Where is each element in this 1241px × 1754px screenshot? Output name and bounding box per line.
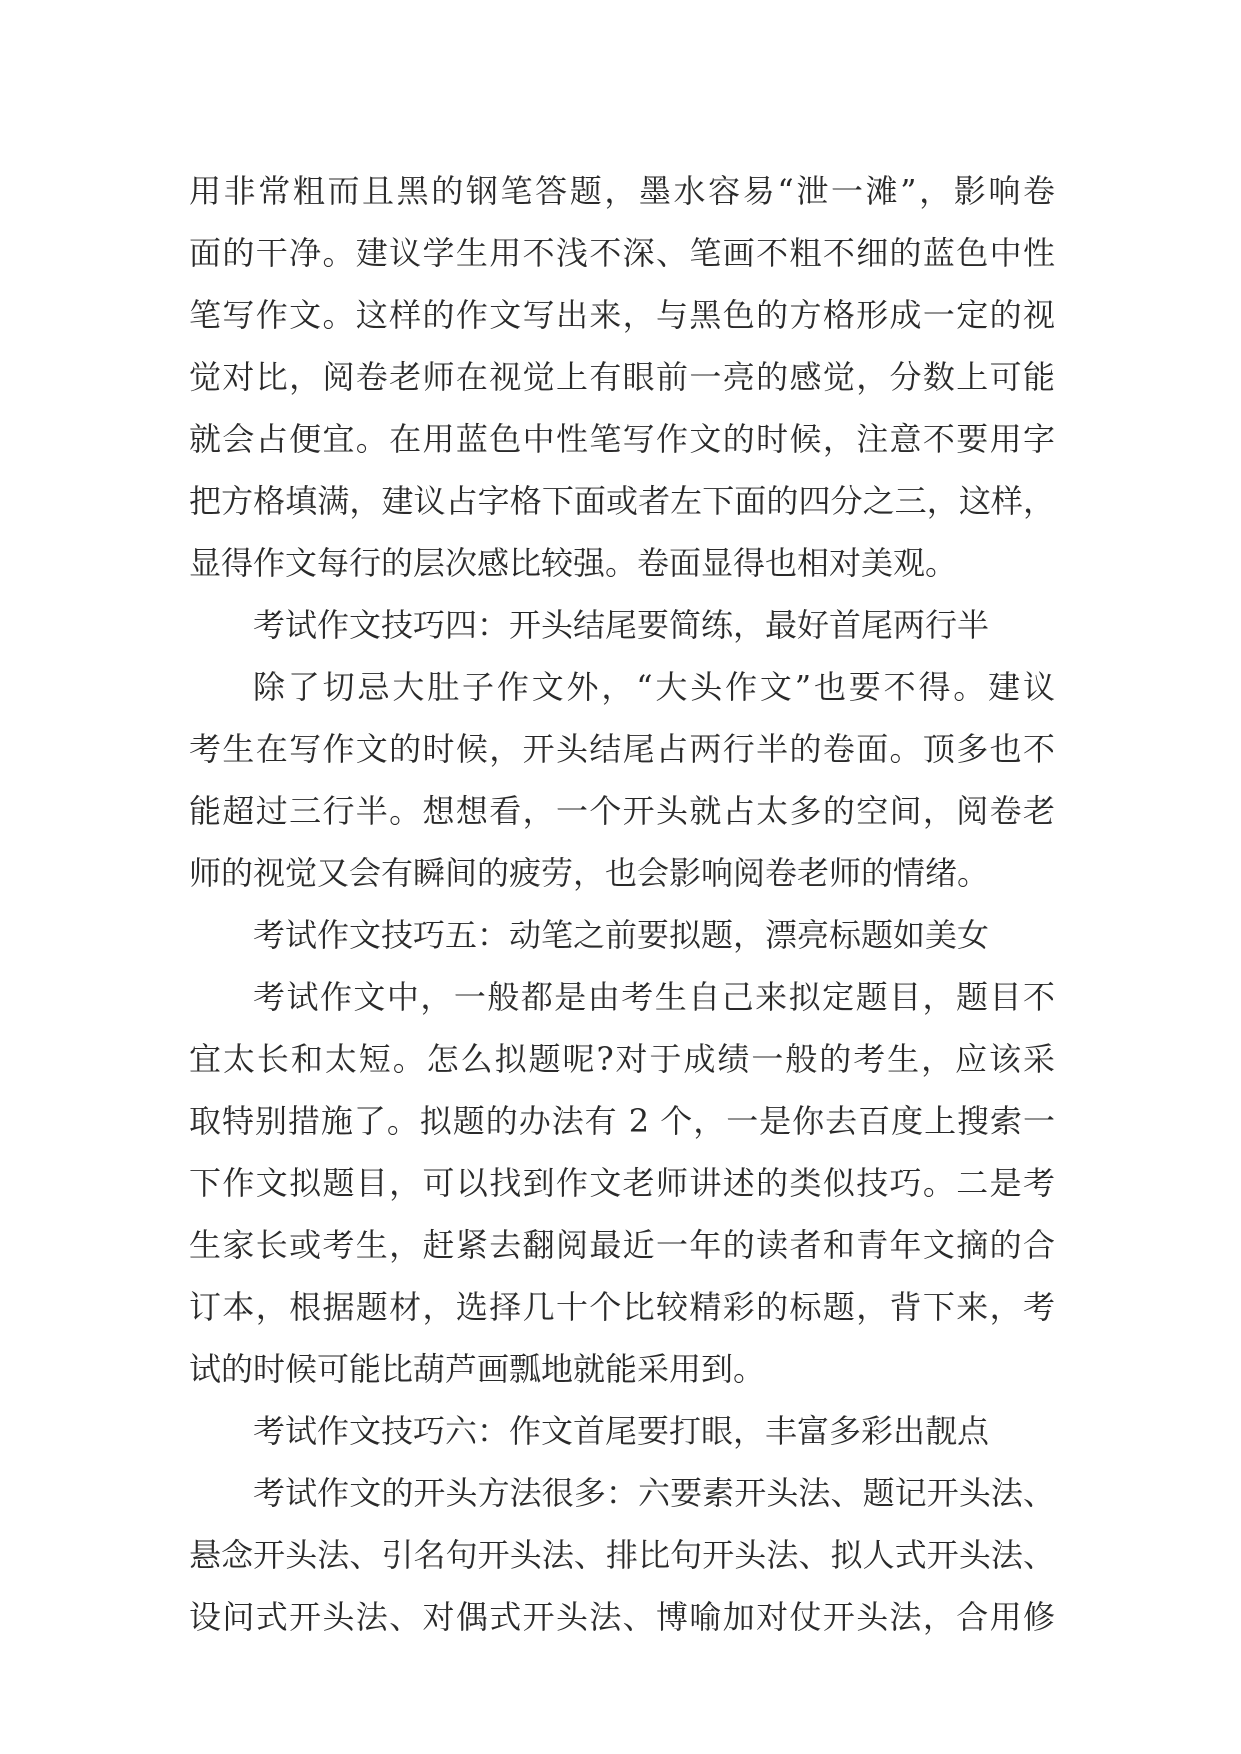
text-line: 能超过三行半。想想看，一个开头就占太多的空间，阅卷老 (189, 792, 1055, 830)
text-line: 下作文拟题目，可以找到作文老师讲述的类似技巧。二是考 (189, 1164, 1055, 1202)
text-line: 悬念开头法、引名句开头法、排比句开头法、拟人式开头法、 (189, 1536, 1055, 1574)
text-line: 生家长或考生，赶紧去翻阅最近一年的读者和青年文摘的合 (189, 1226, 1055, 1264)
text-line: 用非常粗而且黑的钢笔答题，墨水容易“泄一滩”，影响卷 (189, 172, 1055, 210)
text-line: 考试作文中，一般都是由考生自己来拟定题目，题目不 (253, 978, 1055, 1016)
text-line: 设问式开头法、对偶式开头法、博喻加对仗开头法，合用修 (189, 1598, 1055, 1636)
text-line: 取特别措施了。拟题的办法有 2 个，一是你去百度上搜索一 (189, 1102, 1055, 1140)
text-line: 觉对比，阅卷老师在视觉上有眼前一亮的感觉，分数上可能 (189, 358, 1055, 396)
text-line: 试的时候可能比葫芦画瓢地就能采用到。 (189, 1350, 766, 1388)
text-line: 宜太长和太短。怎么拟题呢?对于成绩一般的考生，应该采 (189, 1040, 1055, 1078)
text-line: 考生在写作文的时候，开头结尾占两行半的卷面。顶多也不 (189, 730, 1055, 768)
text-line: 考试作文的开头方法很多：六要素开头法、题记开头法、 (253, 1474, 1055, 1512)
text-line: 笔写作文。这样的作文写出来，与黑色的方格形成一定的视 (189, 296, 1055, 334)
body-text (189, 160, 1055, 1648)
text-line: 面的干净。建议学生用不浅不深、笔画不粗不细的蓝色中性 (189, 234, 1055, 272)
text-line: 订本，根据题材，选择几十个比较精彩的标题，背下来，考 (189, 1288, 1055, 1326)
text-line: 就会占便宜。在用蓝色中性笔写作文的时候，注意不要用字 (189, 420, 1055, 458)
section-heading: 考试作文技巧四：开头结尾要简练，最好首尾两行半 (253, 606, 990, 644)
text-line: 除了切忌大肚子作文外，“大头作文”也要不得。建议 (253, 668, 1055, 706)
text-line: 师的视觉又会有瞬间的疲劳，也会影响阅卷老师的情绪。 (189, 854, 990, 892)
section-heading: 考试作文技巧五：动笔之前要拟题，漂亮标题如美女 (253, 916, 990, 954)
text-line: 把方格填满，建议占字格下面或者左下面的四分之三，这样， (189, 482, 1055, 520)
section-heading: 考试作文技巧六：作文首尾要打眼，丰富多彩出靓点 (253, 1412, 990, 1450)
text-line: 显得作文每行的层次感比较强。卷面显得也相对美观。 (189, 544, 958, 582)
